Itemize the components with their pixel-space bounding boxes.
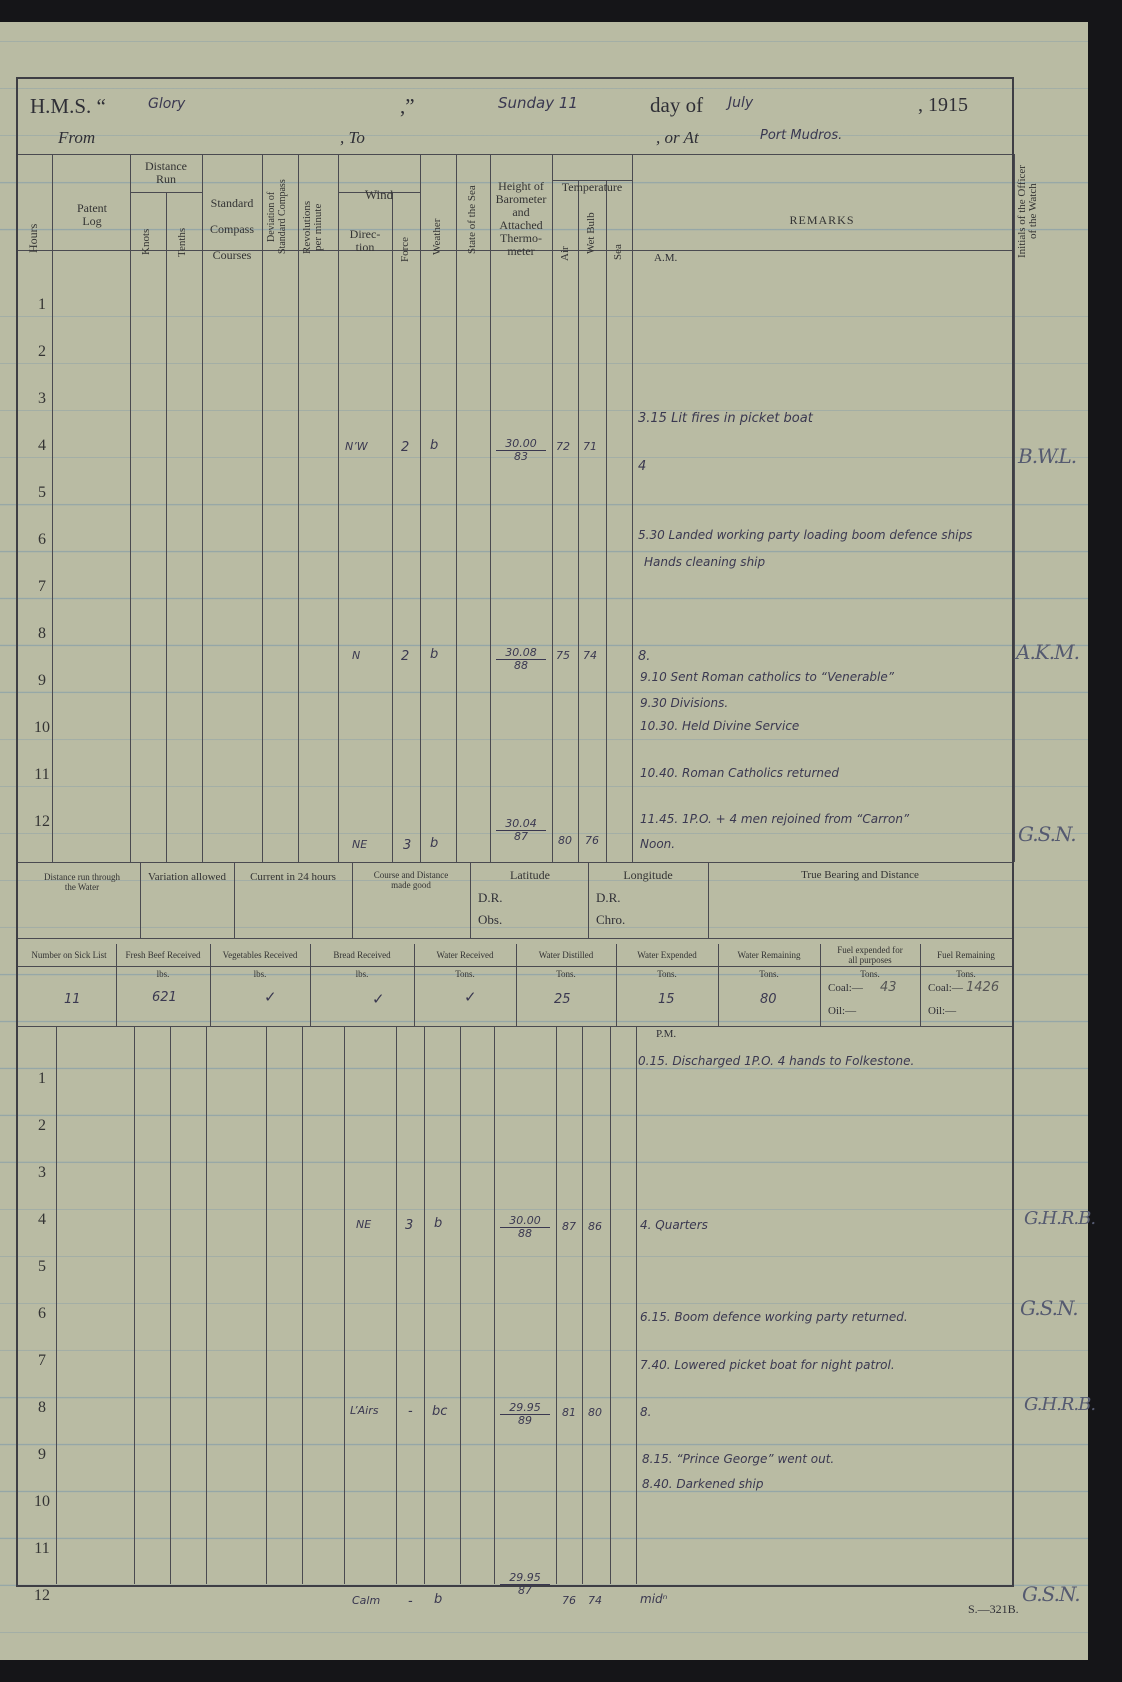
pm-weather: b	[434, 1216, 443, 1231]
am-wet-bulb: 74	[583, 649, 597, 662]
am-barometer: $\frac{30.08}{88}$	[496, 647, 546, 672]
pm-hour: 6	[38, 1305, 46, 1322]
header-date: Sunday 11	[498, 94, 578, 112]
pm-hour: 9	[38, 1446, 46, 1463]
pm-hour: 12	[34, 1587, 50, 1604]
pm-remark: 4. Quarters	[640, 1218, 708, 1232]
col-remarks: REMARKS	[789, 213, 855, 227]
supplies-coal-label: Coal:—	[828, 982, 863, 994]
initials-signature: G.H.R.B.	[1024, 1208, 1096, 1229]
header-at-place: Port Mudros.	[760, 128, 843, 143]
unit-tons: Tons.	[956, 969, 976, 979]
summary-latitude: Latitude	[510, 868, 550, 882]
pm-barometer: $\frac{29.95}{89}$	[500, 1402, 550, 1427]
supplies-water-expended-label: Water Expended	[637, 950, 697, 960]
supplies-bread-label: Bread Received	[333, 950, 391, 960]
supplies-bread: ✓	[372, 990, 385, 1008]
am-remark: 9.10 Sent Roman catholics to “Venerable”	[640, 670, 894, 684]
am-hour: 4	[38, 437, 46, 454]
header-or-at: , or At	[656, 128, 699, 147]
pm-remark: 8.40. Darkened ship	[642, 1477, 764, 1491]
am-air: 72	[556, 440, 570, 453]
supplies-water-received-label: Water Received	[436, 950, 494, 960]
supplies-water-remaining-label: Water Remaining	[737, 950, 801, 960]
summary-lon-dr: D.R.	[596, 890, 621, 905]
am-hour: 5	[38, 484, 46, 501]
col-distance-run: Distance Run	[145, 159, 187, 186]
pm-wind-direction: L’Airs	[350, 1404, 379, 1417]
col-wind: Wind	[364, 187, 394, 202]
pm-air: 76	[562, 1594, 576, 1607]
initials-signature: A.K.M.	[1016, 640, 1079, 664]
am-air: 75	[556, 649, 570, 662]
am-hour: 10	[34, 719, 50, 736]
pm-hour: 10	[34, 1493, 50, 1510]
summary-longitude: Longitude	[623, 868, 673, 882]
header-day-of: day of	[650, 93, 704, 117]
supplies-fresh-beef: 621	[152, 990, 177, 1005]
header-quote-close: ,”	[400, 94, 415, 118]
am-hour: 11	[34, 766, 50, 783]
am-wind-direction: N’W	[345, 440, 368, 453]
unit-tons: Tons.	[759, 969, 779, 979]
unit-tons: Tons.	[860, 969, 880, 979]
log-page	[0, 22, 1096, 1660]
header-hms: H.M.S. “	[30, 94, 106, 118]
supplies-oil-label: Oil:—	[828, 1005, 857, 1017]
am-hour: 12	[34, 813, 50, 830]
pm-hour: 1	[38, 1070, 46, 1087]
am-remark: 5.30 Landed working party loading boom defence ships	[638, 528, 973, 542]
am-hour: 9	[38, 672, 46, 689]
am-wind-force: 2	[401, 649, 410, 664]
pm-remark: 8.	[640, 1405, 652, 1419]
supplies-oil-label: Oil:—	[928, 1005, 957, 1017]
header-year: , 1915	[918, 94, 968, 116]
am-weather: b	[430, 647, 439, 662]
summary-lat-obs: Obs.	[478, 912, 503, 927]
col-direction: Direc- tion	[349, 227, 381, 254]
am-hour: 2	[38, 343, 46, 360]
col-tenths: Tenths	[176, 227, 188, 257]
am-wind-force: 3	[403, 838, 412, 853]
col-air: Air	[559, 246, 571, 262]
col-wet-bulb: Wet Bulb	[585, 212, 597, 254]
am-hour: 6	[38, 531, 46, 548]
col-force: Force	[399, 236, 411, 262]
am-label: A.M.	[654, 252, 678, 264]
supplies-veg-label: Vegetables Received	[222, 950, 298, 960]
pm-remark: 0.15. Discharged 1P.O. 4 hands to Folkestone.	[638, 1054, 915, 1068]
header-month: July	[728, 95, 754, 111]
summary-variation: Variation allowed	[148, 871, 226, 883]
am-hour: 3	[38, 390, 46, 407]
col-weather: Weather	[431, 218, 443, 256]
pm-hour: 8	[38, 1399, 46, 1416]
unit-tons: Tons.	[556, 969, 576, 979]
summary-current: Current in 24 hours	[250, 871, 336, 883]
pm-wind-force: -	[408, 1594, 413, 1609]
pm-wind-force: 3	[405, 1218, 414, 1233]
header-ship: Glory	[148, 96, 186, 112]
supplies-coal-expended: 43	[880, 980, 897, 995]
col-standard-compass: Standard Compass Courses	[209, 196, 254, 262]
supplies-sick-list-label: Number on Sick List	[31, 950, 107, 960]
pm-wind-direction: Calm	[352, 1594, 381, 1607]
pm-remark: 8.15. “Prince George” went out.	[642, 1452, 835, 1466]
pm-wet-bulb: 80	[588, 1406, 602, 1419]
supplies-beef-label: Fresh Beef Received	[125, 950, 201, 960]
am-barometer: $\frac{30.00}{83}$	[496, 438, 546, 463]
am-remark: 11.45. 1P.O. + 4 men rejoined from “Carron”	[640, 812, 910, 826]
summary-true-bearing: True Bearing and Distance	[801, 869, 919, 881]
initials-signature: G.H.R.B.	[1024, 1394, 1096, 1415]
initials-signature: G.S.N.	[1018, 822, 1076, 846]
am-remark: 8.	[638, 649, 651, 664]
summary-course-distance: Course and Distance made good	[373, 870, 449, 890]
pm-weather: b	[434, 1592, 443, 1607]
initials-signature: G.S.N.	[1020, 1296, 1078, 1320]
pm-hour: 5	[38, 1258, 46, 1275]
col-hours: Hours	[26, 223, 40, 253]
pm-hour: 4	[38, 1211, 46, 1228]
supplies-vegetables: ✓	[264, 988, 277, 1006]
am-remark: 9.30 Divisions.	[640, 696, 729, 710]
supplies-water-distilled-label: Water Distilled	[538, 950, 594, 960]
pm-hour: 11	[34, 1540, 50, 1557]
am-remark: Noon.	[640, 837, 676, 851]
header-from: From	[58, 128, 96, 147]
supplies-sick-list: 11	[64, 992, 81, 1007]
pm-air: 81	[562, 1406, 576, 1419]
col-revolutions: Revolutions per minute	[301, 200, 324, 254]
supplies-water-remaining: 80	[760, 992, 777, 1007]
pm-hour: 7	[38, 1352, 46, 1369]
supplies-fuel-remaining-label: Fuel Remaining	[937, 950, 995, 960]
pm-wind-force: -	[408, 1404, 413, 1419]
am-air: 80	[558, 834, 572, 847]
col-temperature: Temperature	[561, 180, 623, 194]
col-sea: Sea	[612, 244, 624, 260]
pm-barometer: $\frac{30.00}{88}$	[500, 1215, 550, 1240]
am-remark: Hands cleaning ship	[644, 555, 766, 569]
am-wind-direction: N	[352, 649, 361, 662]
unit-lbs: lbs.	[156, 969, 170, 979]
am-remark: 3.15 Lit fires in picket boat	[638, 411, 813, 426]
col-patent-log: Patent Log	[77, 201, 107, 228]
col-knots: Knots	[140, 228, 152, 256]
am-wind-force: 2	[401, 440, 410, 455]
pm-air: 87	[562, 1220, 576, 1233]
supplies-fuel-expended-label: Fuel expended for all purposes	[837, 945, 903, 965]
pm-barometer: $\frac{29.95}{87}$	[500, 1572, 550, 1597]
am-hour: 8	[38, 625, 46, 642]
supplies-water-received: ✓	[464, 988, 477, 1006]
unit-tons: Tons.	[455, 969, 475, 979]
supplies-coal-label: Coal:—	[928, 982, 963, 994]
am-barometer: $\frac{30.04}{87}$	[496, 818, 546, 843]
unit-lbs: lbs.	[253, 969, 267, 979]
pm-wet-bulb: 86	[588, 1220, 602, 1233]
unit-lbs: lbs.	[355, 969, 369, 979]
header-to: , To	[340, 128, 365, 147]
pm-wet-bulb: 74	[588, 1594, 602, 1607]
am-weather: b	[430, 438, 439, 453]
col-initials: Initials of the Officer of the Watch	[1016, 165, 1039, 258]
initials-signature: G.S.N.	[1022, 1582, 1080, 1606]
initials-signature: B.W.L.	[1018, 444, 1077, 468]
summary-lat-dr: D.R.	[478, 890, 503, 905]
pm-wind-direction: NE	[356, 1218, 372, 1231]
am-hour: 7	[38, 578, 46, 595]
summary-lon-chro: Chro.	[596, 912, 626, 927]
am-remark: 10.40. Roman Catholics returned	[640, 766, 840, 780]
am-hour: 1	[38, 296, 46, 313]
am-wet-bulb: 71	[583, 440, 597, 453]
pm-remark: 7.40. Lowered picket boat for night patrol.	[640, 1358, 895, 1372]
supplies-water-expended: 15	[658, 992, 675, 1007]
summary-distance-run: Distance run through the Water	[44, 872, 120, 892]
pm-remark: 6.15. Boom defence working party returned.	[640, 1310, 908, 1324]
pm-hour: 3	[38, 1164, 46, 1181]
am-wet-bulb: 76	[585, 834, 599, 847]
am-remark: 4	[638, 459, 647, 474]
col-state-of-sea: State of the Sea	[466, 185, 478, 255]
col-barometer: Height of Barometer and Attached Thermo- meter	[495, 179, 547, 258]
am-weather: b	[430, 836, 439, 851]
am-wind-direction: NE	[352, 838, 368, 851]
pm-label: P.M.	[656, 1028, 677, 1040]
col-deviation: Deviation of Standard Compass	[266, 179, 288, 255]
unit-tons: Tons.	[657, 969, 677, 979]
pm-weather: bc	[432, 1404, 448, 1419]
pm-hour: 2	[38, 1117, 46, 1134]
supplies-water-distilled: 25	[554, 992, 571, 1007]
supplies-coal-remaining: 1426	[966, 980, 1000, 995]
form-number: S.—321B.	[968, 1602, 1019, 1616]
pm-remark: midⁿ	[640, 1592, 668, 1606]
am-remark: 10.30. Held Divine Service	[640, 719, 800, 733]
